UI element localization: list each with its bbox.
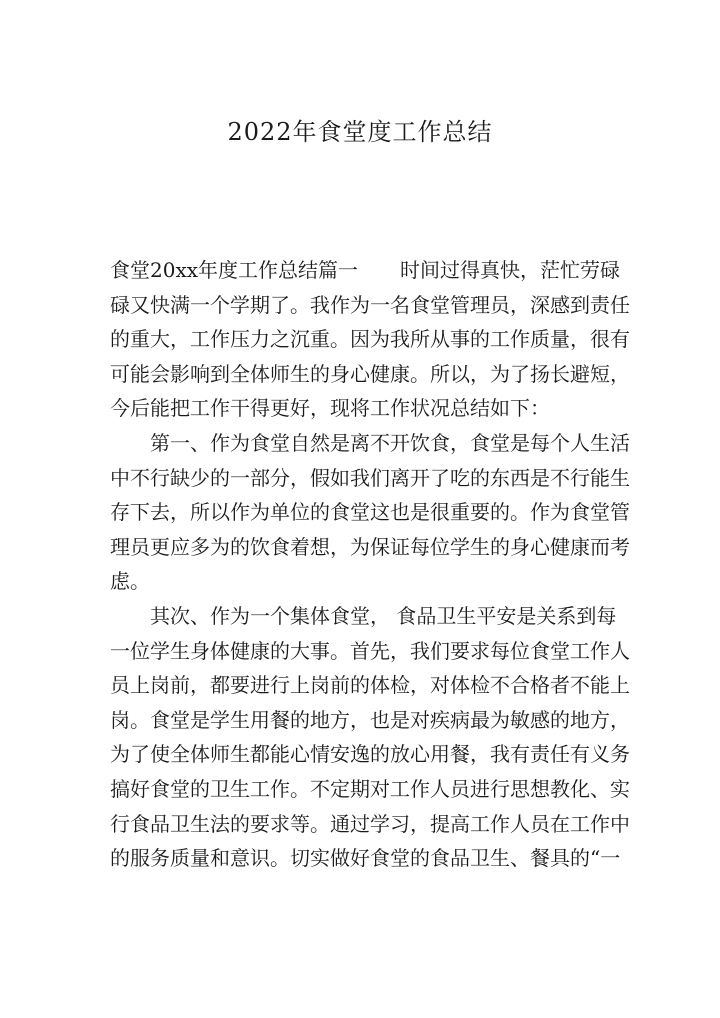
paragraph-line: 虑。 [110,569,150,594]
paragraph-line: 理员更应多为的饮食着想，为保证每位学生的身心健康而考 [110,534,630,559]
paragraph-line: 其次、作为一个集体食堂， 食品卫生平安是关系到每 [150,603,617,628]
paragraph-line: 行食品卫生法的要求等。通过学习，提高工作人员在工作中 [110,811,630,836]
paragraph-line: 搞好食堂的卫生工作。不定期对工作人员进行思想教化、实 [110,776,630,801]
document-body [110,253,630,876]
paragraph-line: 碌又快满一个学期了。我作为一名食堂管理员，深感到责任 [110,292,630,317]
paragraph-line: 第一、作为食堂自然是离不开饮食，食堂是每个人生活 [150,430,630,455]
paragraph-intro [110,253,630,426]
paragraph-line: 员上岗前，都要进行上岗前的体检，对体检不合格者不能上 [110,673,630,698]
paragraph-line: 为了使全体师生都能心情安逸的放心用餐，我有责任有义务 [110,742,630,767]
paragraph-line: 存下去，所以作为单位的食堂这也是很重要的。作为食堂管 [110,500,630,525]
paragraph-line: 中不行缺少的一部分，假如我们离开了吃的东西是不行能生 [110,465,630,490]
section-heading: 食堂20xx年度工作总结篇一 [110,258,359,282]
paragraph-first [110,426,630,599]
paragraph-line: 食堂20xx年度工作总结篇一 时间过得真快，茫忙劳碌 [110,258,621,282]
paragraph-line: 一位学生身体健康的大事。首先，我们要求每位食堂工作人 [110,638,630,663]
paragraph-line: 的重大，工作压力之沉重。因为我所从事的工作质量，很有 [110,327,630,352]
paragraph-line: 可能会影响到全体师生的身心健康。所以，为了扬长避短， [110,361,630,386]
paragraph-line: 今后能把工作干得更好，现将工作状况总结如下： [110,396,550,421]
document-title: 2022年食堂度工作总结 [227,118,493,146]
paragraph-second [110,599,630,876]
paragraph-line: 的服务质量和意识。切实做好食堂的食品卫生、餐具的“一 [110,846,621,871]
paragraph-line: 岗。食堂是学生用餐的地方，也是对疾病最为敏感的地方， [110,707,630,732]
